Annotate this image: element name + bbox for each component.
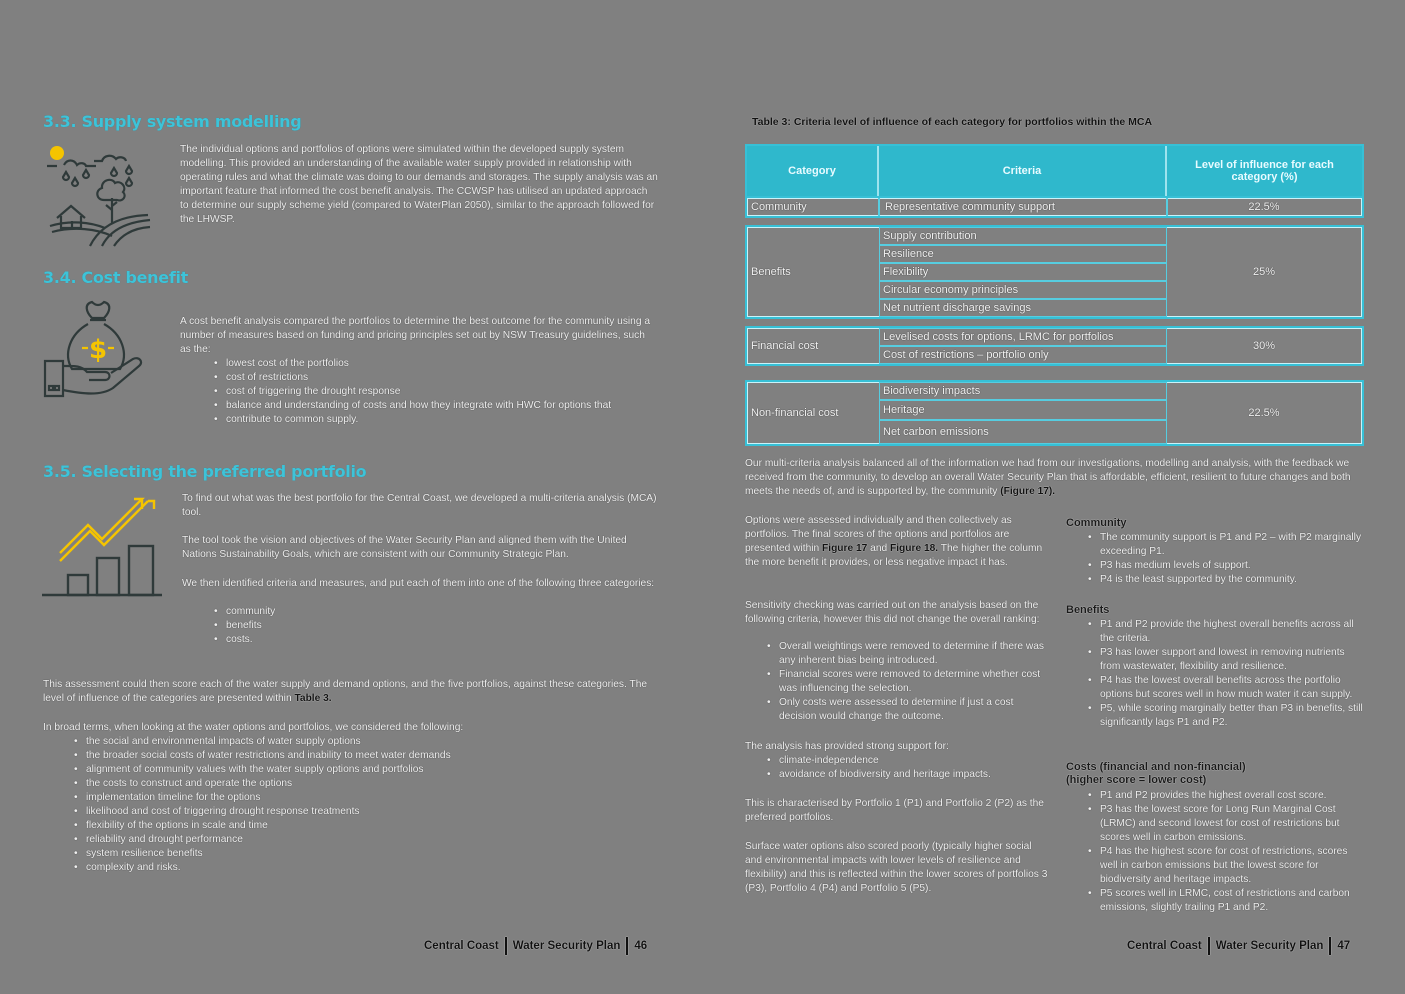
section-heading-supply-modelling: 3.3. Supply system modelling [43,112,302,131]
list-item: • climate-independence [765,754,1045,768]
costs-list [1086,789,1366,915]
footer-org: Central Coast [1127,940,1202,952]
criteria-cell: Flexibility [879,263,1167,281]
surface-water-paragraph: Surface water options also scored poorly (typically higher social and environmental impacts with lower levels of resilience and flexibility) and this is reflected within the lower scores of portfolios 3 (P3), Portfolio 4 (P4) and Portfolio 5 (P5). [745,841,1048,894]
list-item: • reliability and drought performance [72,833,632,847]
footer-doc-title: Water Security Plan [512,940,621,952]
category-cell: Financial cost [751,340,819,352]
considerations-list [72,735,632,875]
criteria-cell: Cost of restrictions – portfolio only [879,346,1167,364]
cost-benefit-list [212,357,662,427]
cost-benefit-paragraph: A cost benefit analysis compared the portfolios to determine the best outcome for the community using a number of measures based on funding and pricing principles set out by NSW Treasury guidelines, such as the: [180,316,651,355]
list-item: • cost of triggering the drought response [212,385,662,399]
growth-chart-arrow-icon [42,495,172,600]
list-item: • likelihood and cost of triggering drought response treatments [72,805,632,819]
table-row-non-financial-cost [745,380,1364,446]
page-number: 47 [1337,940,1351,952]
criteria-cell: Supply contribution [879,227,1167,245]
figure-17-link[interactable]: Figure 17 [822,543,868,554]
community-list [1086,531,1366,587]
category-cell: Benefits [751,266,791,278]
options-assessed-paragraph: Options were assessed individually and then collectively as portfolios. The final scores of the options and portfolios are presented within Figure 17 and Figure 18. The higher the column the more benefit it provides, or less negative impact it has. [745,515,1043,568]
list-item: • P4 is the least supported by the community. [1086,573,1366,587]
list-item: • the costs to construct and operate the options [72,777,632,791]
influence-cell: 25% [1252,266,1276,278]
list-item: • P4 has the highest score for cost of restrictions, scores well in carbon emissions but the lowest score for biodiversity and heritage impacts. [1086,845,1366,887]
table-caption: Table 3: Criteria level of influence of each category for portfolios within the MCA [752,116,1153,128]
mca-intro-paragraph: Our multi-criteria analysis balanced all of the information we had from our investigations, modelling and analysis, with the feedback we received from the community, to develop an overall Water Security Plan that is affordable, efficient, resilient to future changes and both meets the needs of, and is supported by, the community (Figure 17). [745,458,1351,497]
preferred-portfolio-para-1: To find out what was the best portfolio for the Central Coast, we developed a multi-criteria analysis (MCA) tool. [182,493,657,518]
list-item: • P5 scores well in LRMC, cost of restrictions and carbon emissions, slightly trailing P1 and P2. [1086,887,1366,915]
footer-org: Central Coast [424,940,499,952]
list-item: • P4 has the lowest overall benefits across the portfolio options but scores well in how much water it can supply. [1086,674,1366,702]
list-item: • costs. [212,633,412,647]
page-footer-left [424,937,647,955]
list-item: • alignment of community values with the water supply options and portfolios [72,763,632,777]
benefits-list [1086,618,1366,730]
list-item: • Only costs were assessed to determine if just a cost decision would change the outcome. [765,696,1045,724]
footer-doc-title: Water Security Plan [1215,940,1324,952]
list-item: • P1 and P2 provides the highest overall cost score. [1086,789,1366,803]
footer-divider [626,937,628,955]
list-item: • system resilience benefits [72,847,632,861]
list-item: • community [212,605,412,619]
list-item: • lowest cost of the portfolios [212,357,662,371]
table-header-influence: Level of influence for each category (%) [1195,159,1334,183]
list-item: • P3 has medium levels of support. [1086,559,1366,573]
list-item: • The community support is P1 and P2 – with P2 marginally exceeding P1. [1086,531,1366,559]
table-row-benefits [745,225,1364,319]
preferred-portfolio-para-2: The tool took the vision and objectives of the Water Security Plan and aligned them with the United Nations Sustainability Goals, which are consistent with our Community Strategic Plan. [182,535,627,560]
figure-18-link[interactable]: Figure 18. [890,543,939,554]
assessment-paragraph: This assessment could then score each of the water supply and demand options, and the five portfolios, against these categories. The level of influence of the categories are presented within Table 3. [43,679,648,704]
sensitivity-paragraph: Sensitivity checking was carried out on the analysis based on the following criteria, however this did not change the overall ranking: [745,600,1040,625]
criteria-cell: Representative community support [885,201,1055,213]
influence-cell: 22.5% [1248,407,1280,419]
community-subheading: Community [1066,517,1127,529]
criteria-cell: Net nutrient discharge savings [879,299,1167,317]
criteria-cell: Biodiversity impacts [879,382,1167,400]
criteria-cell: Heritage [879,400,1167,420]
preferred-portfolios-paragraph: This is characterised by Portfolio 1 (P1) and Portfolio 2 (P2) as the preferred portfolios. [745,798,1044,823]
table-row-community [745,196,1364,218]
section-heading-cost-benefit: 3.4. Cost benefit [43,268,189,287]
considerations-intro: In broad terms, when looking at the water options and portfolios, we considered the following: [43,722,464,733]
table-header-category: Category [747,146,879,196]
table-header-criteria: Criteria [879,146,1167,196]
category-cell: Non-financial cost [751,407,839,419]
list-item: • P3 has the lowest score for Long Run Marginal Cost (LRMC) and second lowest for cost of restrictions but scores well in carbon emissions. [1086,803,1366,845]
table-3-link[interactable]: Table 3. [294,693,332,704]
footer-divider [505,937,507,955]
influence-cell: 22.5% [1248,201,1280,213]
list-item: • P1 and P2 provide the highest overall benefits across all the criteria. [1086,618,1366,646]
footer-divider [1208,937,1210,955]
costs-subheading: Costs (financial and non-financial) (higher score = lower cost) [1066,761,1246,786]
list-item: • flexibility of the options in scale and time [72,819,632,833]
landscape-rain-icon [42,138,154,248]
criteria-cell: Levelised costs for options, LRMC for portfolios [879,328,1167,346]
support-paragraph: The analysis has provided strong support for: [745,741,949,752]
list-item: • Financial scores were removed to determine whether cost was influencing the selection. [765,668,1045,696]
categories-list [212,605,412,647]
list-item: • the social and environmental impacts of water supply options [72,735,632,749]
benefits-subheading: Benefits [1066,604,1110,616]
footer-divider [1329,937,1331,955]
category-cell: Community [751,201,807,213]
list-item: • the broader social costs of water restrictions and inability to meet water demands [72,749,632,763]
support-list [765,754,1045,782]
criteria-cell: Net carbon emissions [879,420,1167,444]
list-item: • avoidance of biodiversity and heritage impacts. [765,768,1045,782]
list-item: • cost of restrictions [212,371,662,385]
money-bag-hand-icon [42,298,147,400]
table-header-row [745,144,1364,198]
page-footer-right [1127,937,1350,955]
criteria-cell: Circular economy principles [879,281,1167,299]
sensitivity-list [765,640,1045,724]
table-row-financial-cost [745,326,1364,366]
list-item: • Overall weightings were removed to determine if there was any inherent bias being introduced. [765,640,1045,668]
list-item: • P3 has lower support and lowest in removing nutrients from wastewater, flexibility and resilience. [1086,646,1366,674]
list-item: • complexity and risks. [72,861,632,875]
section-heading-preferred-portfolio: 3.5. Selecting the preferred portfolio [43,462,367,481]
figure-17-link[interactable]: (Figure 17). [1000,486,1056,497]
svg-text:$: $ [88,335,108,365]
page-number: 46 [634,940,648,952]
criteria-cell: Resilience [879,245,1167,263]
list-item: • balance and understanding of costs and how they integrate with HWC for options that [212,399,662,413]
list-item: • benefits [212,619,412,633]
preferred-portfolio-para-3: We then identified criteria and measures, and put each of them into one of the following three categories: [182,578,655,589]
influence-cell: 30% [1252,340,1276,352]
list-item: • contribute to common supply. [212,413,662,427]
supply-modelling-paragraph: The individual options and portfolios of options were simulated within the developed supply system modelling. This provided an understanding of the available water supply provided in relationship with operating rules and what the climate was doing to our demands and storages. The supply analysis was an important feature that informed the cost benefit analysis. The CCWSP has utilised an updated approach to determine our supply scheme yield (compared to WaterPlan 2050), similar to the approach followed for the LHWSP. [180,144,658,225]
list-item: • implementation timeline for the options [72,791,632,805]
list-item: • P5, while scoring marginally better than P3 in benefits, still significantly lags P1 and P2. [1086,702,1366,730]
